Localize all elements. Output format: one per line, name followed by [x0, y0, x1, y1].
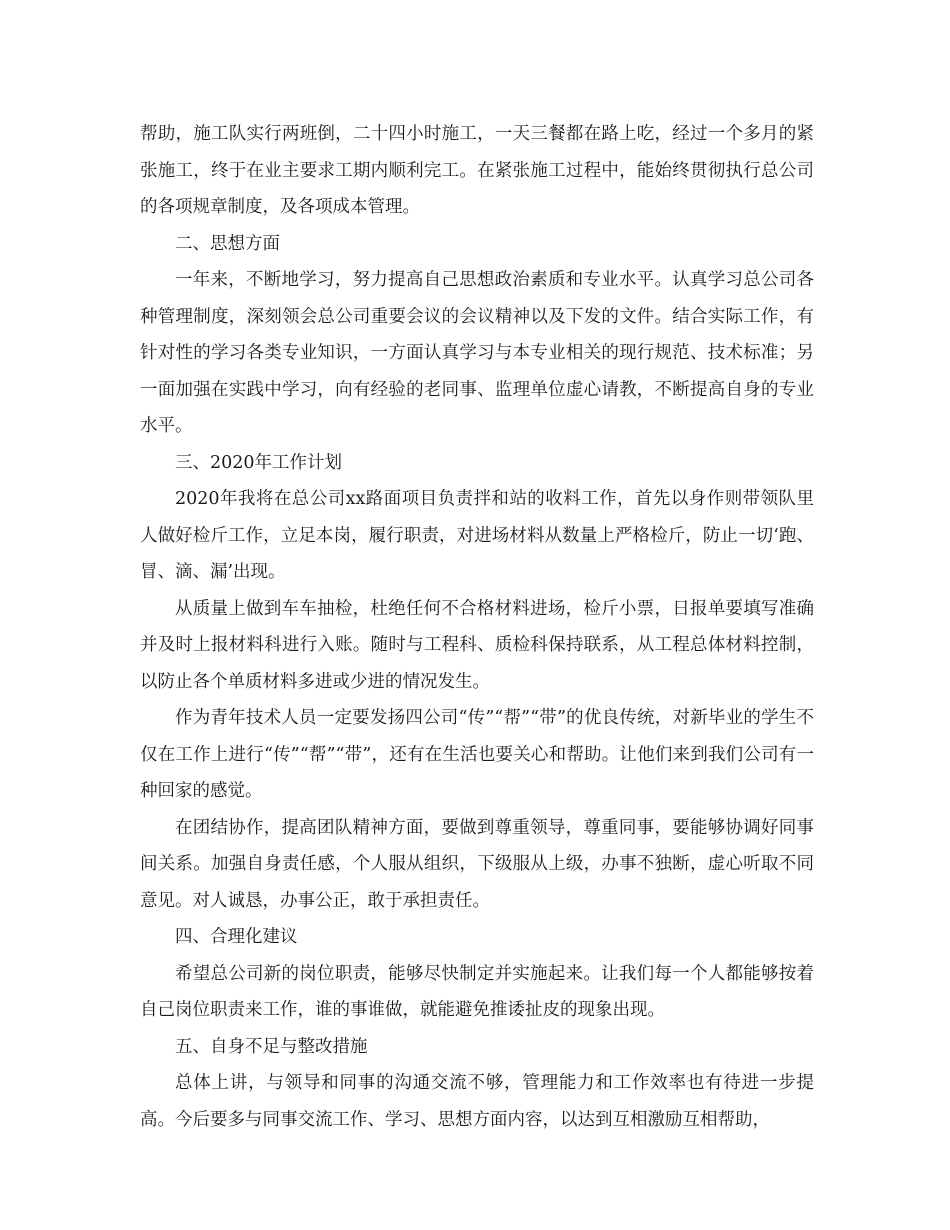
section-heading-thinking: 二、思想方面 [175, 233, 280, 254]
paragraph-work-plan-2: 从质量上做到车车抽检，杜绝任何不合格材料进场，检斤小票，日报单要填写准确并及时上报材料科进行入账。随时与工程科、质检科保持联系，从工程总体材料控制，以防止各个单质材料多进或少进的情况发生。 [140, 598, 814, 692]
paragraph-shortcomings: 总体上讲，与领导和同事的沟通交流不够，管理能力和工作效率也有待进一步提高。今后要多与同事交流工作、学习、思想方面内容，以达到互相激励互相帮助， [140, 1073, 814, 1130]
paragraph-work-plan-4: 在团结协作，提高团队精神方面，要做到尊重领导，尊重同事，要能够协调好同事间关系。加强自身责任感，个人服从组织，下级服从上级，办事不独断，虚心听取不同意见。对人诚恳，办事公正，敢于承担责任。 [140, 817, 814, 911]
paragraph-thinking: 一年来，不断地学习，努力提高自己思想政治素质和专业水平。认真学习总公司各种管理制度，深刻领会总公司重要会议的会议精神以及下发的文件。结合实际工作，有针对性的学习各类专业知识，一方面认真学习与本专业相关的现行规范、技术标准；另一面加强在实践中学习，向有经验的老同事、监理单位虚心请教，不断提高自身的专业水平。 [140, 270, 814, 436]
paragraph-suggestions: 希望总公司新的岗位职责，能够尽快制定并实施起来。让我们每一个人都能够按着自己岗位职责来工作，谁的事谁做，就能避免推诿扯皮的现象出现。 [140, 963, 814, 1020]
paragraph-work-plan-3: 作为青年技术人员一定要发扬四公司“传”“帮”“带”的优良传统，对新毕业的学生不仅在工作上进行“传”“帮”“带”，还有在生活也要关心和帮助。让他们来到我们公司有一种回家的感觉。 [140, 708, 814, 801]
section-heading-suggestions: 四、合理化建议 [175, 927, 298, 947]
paragraph-work-plan-1: 2020年我将在总公司xx路面项目负责拌和站的收料工作，首先以身作则带领队里人做好检斤工作，立足本岗，履行职责，对进场材料从数量上严格检斤，防止一切‘跑、冒、滴、漏’出现。 [140, 489, 814, 582]
document-body [140, 116, 814, 1138]
section-heading-work-plan: 三、2020年工作计划 [175, 452, 343, 473]
section-heading-shortcomings: 五、自身不足与整改措施 [175, 1036, 368, 1057]
paragraph-continued: 帮助，施工队实行两班倒，二十四小时施工，一天三餐都在路上吃，经过一个多月的紧张施工，终于在业主要求工期内顺利完工。在紧张施工过程中，能始终贯彻执行总公司的各项规章制度，及各项成本管理。 [140, 124, 814, 217]
